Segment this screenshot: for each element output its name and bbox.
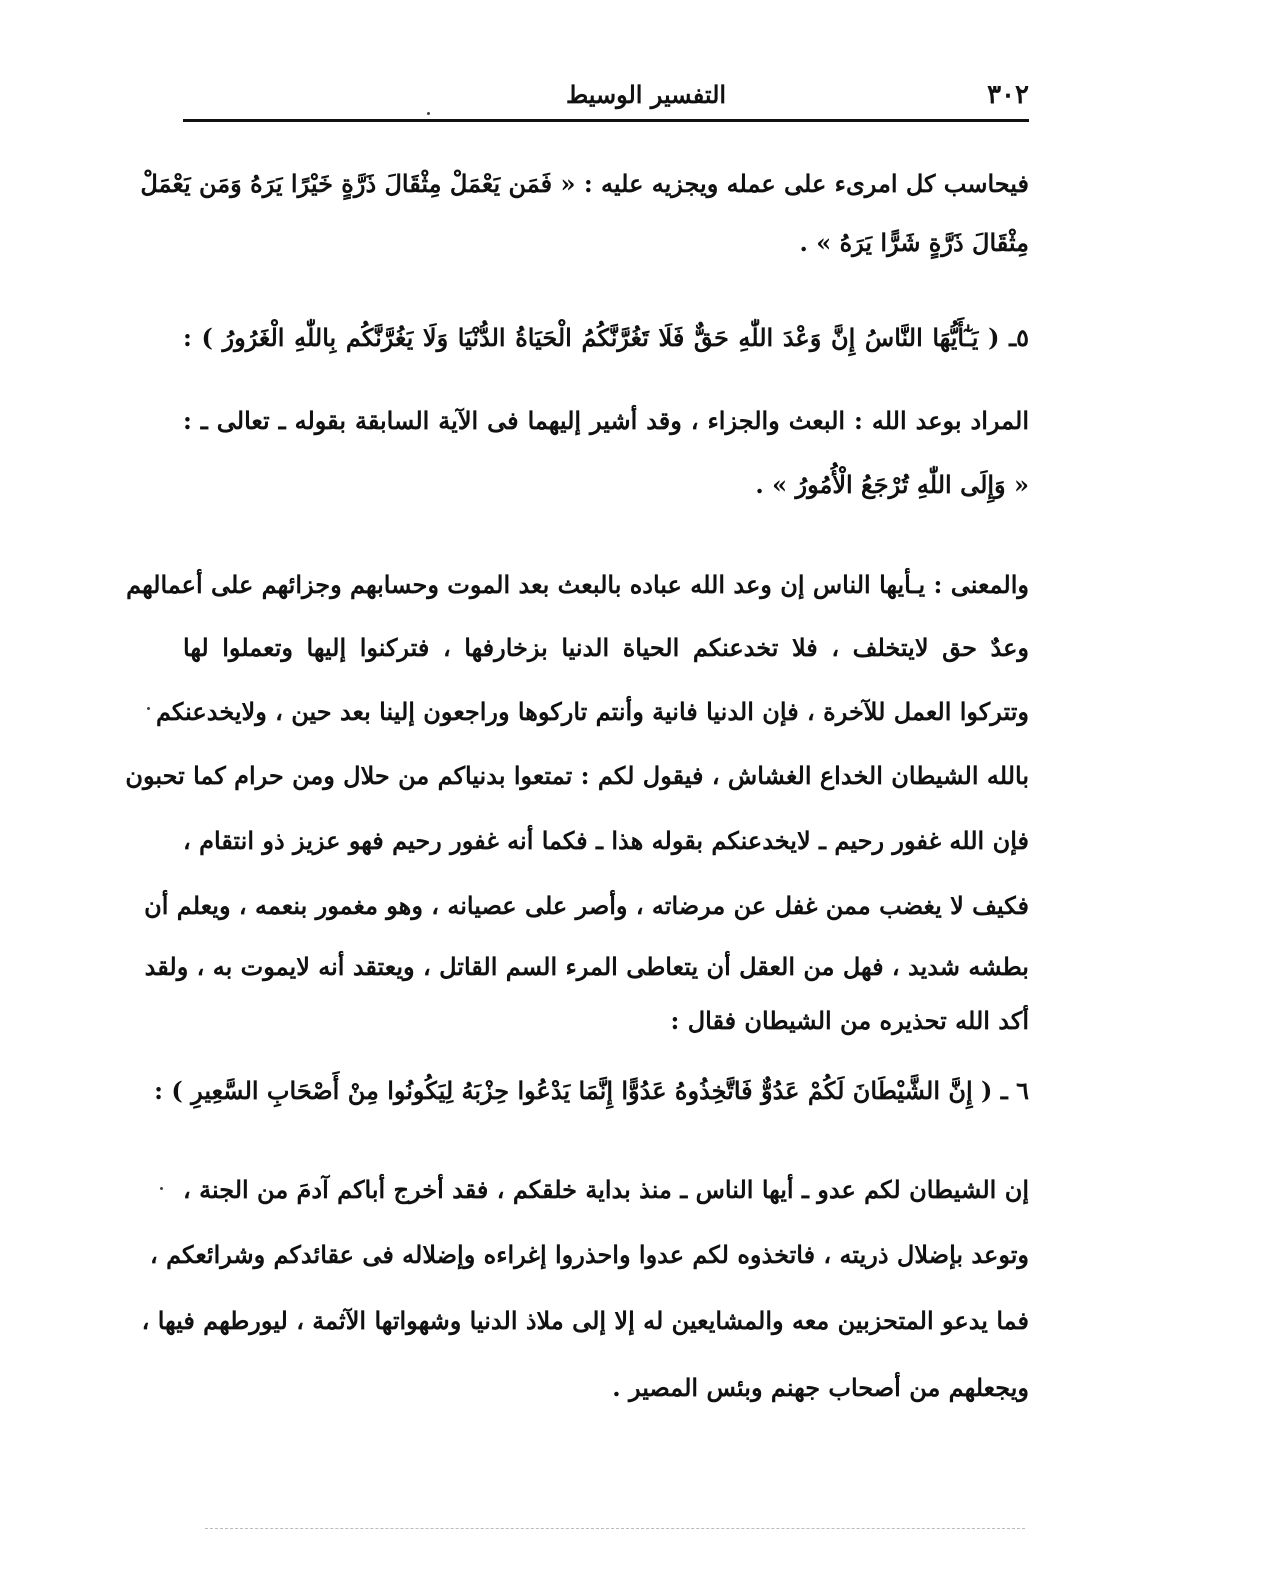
text-line: ويجعلهم من أصحاب جهنم وبئس المصير . <box>612 1373 1029 1402</box>
text-line: وتوعد بإضلال ذريته ، فاتخذوه لكم عدوا واحذروا إغراءه وإضلاله فى عقائدكم وشرائعكم ، <box>149 1240 1029 1269</box>
text-line: مِثْقَالَ ذَرَّةٍ شَرًّا يَرَهُ » . <box>799 228 1029 257</box>
text-line: فكيف لا يغضب ممن غفل عن مرضاته ، وأصر على عصيانه ، وهو مغمور بنعمه ، ويعلم أن <box>144 891 1029 920</box>
text-line: المراد بوعد الله : البعث والجزاء ، وقد أشير إليهما فى الآية السابقة بقوله ـ تعالى ـ : <box>183 406 1029 435</box>
text-line: بالله الشيطان الخداع الغشاش ، فيقول لكم : تمتعوا بدنياكم من حلال ومن حرام كما تحبون <box>125 761 1029 790</box>
verse-heading: ٦ ـ ( إِنَّ الشَّيْطَانَ لَكُمْ عَدُوٌّ فَاتَّخِذُوهُ عَدُوًّا إِنَّمَا يَدْعُوا حِزْبَهُ لِيَكُونُوا مِنْ أَصْحَابِ السَّعِيرِ ) : <box>154 1076 1029 1105</box>
running-title: التفسير الوسيط <box>565 80 727 109</box>
scan-speck <box>427 112 430 115</box>
header-rule <box>183 119 1029 122</box>
scan-speck <box>147 707 150 710</box>
text-line: وعدٌ حق لايتخلف ، فلا تخدعنكم الحياة الدنيا بزخارفها ، فتركنوا إليها وتعملوا لها <box>183 633 1029 662</box>
page-header <box>183 80 1029 116</box>
text-line: فما يدعو المتحزبين معه والمشايعين له إلا إلى ملاذ الدنيا وشهواتها الآثمة ، ليورطهم فيها ، <box>141 1306 1029 1335</box>
text-line: إن الشيطان لكم عدو ـ أيها الناس ـ منذ بداية خلقكم ، فقد أخرج أباكم آدمَ من الجنة ، <box>183 1175 1029 1204</box>
text-line: والمعنى : يـأيها الناس إن وعد الله عباده بالبعث بعد الموت وحسابهم وجزائهم على أعمالهم <box>126 570 1029 599</box>
verse-heading: ٥ـ ( يَـٰٓأَيُّهَا النَّاسُ إِنَّ وَعْدَ اللّٰهِ حَقٌّ فَلَا تَغُرَّنَّكُمُ الْحَيَاةُ الدُّنْيَا وَلَا يَغُرَّنَّكُم بِاللّٰهِ الْغَرُورُ ) : <box>183 323 1029 352</box>
scan-speck <box>160 1187 163 1190</box>
text-line: « وَإِلَى اللّٰهِ تُرْجَعُ الْأُمُورُ » . <box>755 470 1029 499</box>
page-number: ٣٠٢ <box>987 80 1029 110</box>
text-line: وتتركوا العمل للآخرة ، فإن الدنيا فانية وأنتم تاركوها وراجعون إلينا بعد حين ، ولايخدعنكم <box>155 697 1029 726</box>
text-line: فيحاسب كل امرىء على عمله ويجزيه عليه : « فَمَن يَعْمَلْ مِثْقَالَ ذَرَّةٍ خَيْرًا يَرَهُ وَمَن يَعْمَلْ <box>140 169 1029 198</box>
text-line: بطشه شديد ، فهل من العقل أن يتعاطى المرء السم القاتل ، ويعتقد أنه لايموت به ، ولقد <box>144 952 1029 981</box>
text-line: أكد الله تحذيره من الشيطان فقال : <box>670 1006 1029 1035</box>
scan-edge-line <box>205 1528 1025 1529</box>
text-line: فإن الله غفور رحيم ـ لايخدعنكم بقوله هذا ـ فكما أنه غفور رحيم فهو عزيز ذو انتقام ، <box>183 826 1029 855</box>
